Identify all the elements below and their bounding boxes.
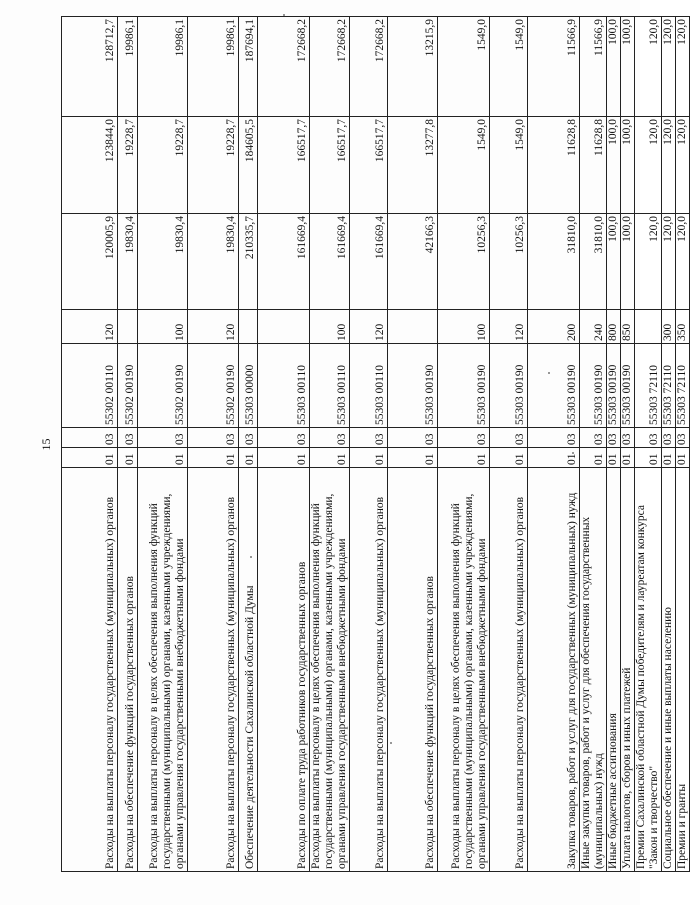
- row-amount-1: 161669,4: [350, 214, 388, 310]
- row-amount-1: 100,0: [621, 214, 635, 310]
- row-section-code: 01: [138, 448, 188, 468]
- table-row: [490, 17, 528, 872]
- row-amount-3: 120,0: [635, 17, 662, 117]
- row-target-article: 55303 00000: [239, 344, 258, 428]
- row-expense-type: 800: [607, 310, 621, 344]
- row-amount-2: 166517,7: [310, 117, 350, 214]
- row-section-code: 01: [662, 448, 676, 468]
- row-description: Расходы на выплаты персоналу государственных (муниципальных) органов: [62, 468, 118, 872]
- row-amount-2: 123844,0: [62, 117, 118, 214]
- row-section-code: 01: [676, 448, 690, 468]
- row-amount-1: 120005,9: [62, 214, 118, 310]
- row-target-article: 55303 00190: [528, 344, 580, 428]
- row-section-code: 01: [490, 448, 528, 468]
- row-target-article: 55303 00190: [621, 344, 635, 428]
- row-subsection-code: 03: [188, 428, 239, 448]
- row-target-article: 55302 00190: [118, 344, 138, 428]
- row-amount-2: 19228,7: [138, 117, 188, 214]
- row-expense-type: 100: [138, 310, 188, 344]
- table-row: [635, 17, 662, 872]
- row-expense-type: 100: [310, 310, 350, 344]
- row-section-code: 01: [239, 448, 258, 468]
- row-description: Премии Сахалинской областной Думы победителям и лауреатам конкурса "Закон и творчество": [635, 468, 662, 872]
- row-expense-type: 850: [621, 310, 635, 344]
- row-description: Закупка товаров, работ и услуг для государственных (муниципальных) нужд: [528, 468, 580, 872]
- row-amount-1: 161669,4: [310, 214, 350, 310]
- row-amount-3: 128712,7: [62, 17, 118, 117]
- row-subsection-code: 03: [676, 428, 690, 448]
- row-target-article: 55303 00110: [310, 344, 350, 428]
- row-description: Расходы на выплаты персоналу в целях обеспечения выполнения функций государственными (муниципальными) органами, казенными учреждениями, органами управления государственными внебюджетными фондами: [438, 468, 490, 872]
- row-subsection-code: 03: [662, 428, 676, 448]
- row-description: Расходы по оплате труда работников государственных органов: [258, 468, 310, 872]
- row-target-article: 55302 00190: [138, 344, 188, 428]
- row-subsection-code: 03: [580, 428, 607, 448]
- row-amount-3: 19986,1: [188, 17, 239, 117]
- row-subsection-code: 03: [138, 428, 188, 448]
- row-target-article: 55303 72110: [676, 344, 690, 428]
- row-expense-type: [388, 310, 438, 344]
- table-row: [607, 17, 621, 872]
- row-expense-type: [118, 310, 138, 344]
- row-subsection-code: 03: [310, 428, 350, 448]
- row-section-code: 01: [118, 448, 138, 468]
- row-section-code: 01: [621, 448, 635, 468]
- row-description: Социальное обеспечение и иные выплаты населению: [662, 468, 676, 872]
- row-section-code: 01: [188, 448, 239, 468]
- row-target-article: 55303 00190: [490, 344, 528, 428]
- table-row: [580, 17, 607, 872]
- row-target-article: 55303 00110: [258, 344, 310, 428]
- row-description: Расходы на выплаты персоналу государственных (муниципальных) органов: [490, 468, 528, 872]
- row-amount-2: 11628,8: [528, 117, 580, 214]
- table-row: [528, 17, 580, 872]
- row-description: Расходы на выплаты персоналу государственных (муниципальных) органов: [188, 468, 239, 872]
- row-description: Расходы на выплаты персоналу в целях обеспечения выполнения функций государственными (муниципальными) органами, казенными учреждениями, органами управления государственными внебюджетными фондами: [138, 468, 188, 872]
- row-subsection-code: 03: [258, 428, 310, 448]
- row-target-article: 55303 00190: [580, 344, 607, 428]
- row-subsection-code: 03: [118, 428, 138, 448]
- row-amount-1: 161669,4: [258, 214, 310, 310]
- row-amount-1: 10256,3: [490, 214, 528, 310]
- row-amount-3: 1549,0: [438, 17, 490, 117]
- row-amount-1: 31810,0: [528, 214, 580, 310]
- row-expense-type: 200: [528, 310, 580, 344]
- row-amount-3: 187694,1: [239, 17, 258, 117]
- row-amount-3: 100,0: [621, 17, 635, 117]
- row-section-code: 01: [607, 448, 621, 468]
- row-section-code: 01: [635, 448, 662, 468]
- row-description: Расходы на обеспечение функций государственных органов: [118, 468, 138, 872]
- row-amount-1: 19830,4: [188, 214, 239, 310]
- row-description: Расходы на выплаты персоналу государственных (муниципальных) органов: [350, 468, 388, 872]
- row-target-article: 55303 72110: [635, 344, 662, 428]
- row-amount-2: 19228,7: [118, 117, 138, 214]
- row-subsection-code: 03: [528, 428, 580, 448]
- table-row: [239, 17, 258, 872]
- row-expense-type: 240: [580, 310, 607, 344]
- row-amount-2: 166517,7: [258, 117, 310, 214]
- row-amount-3: 172668,2: [310, 17, 350, 117]
- row-section-code: 01: [438, 448, 490, 468]
- row-subsection-code: 03: [350, 428, 388, 448]
- row-expense-type: [258, 310, 310, 344]
- table-row: [62, 17, 118, 872]
- table-row: [350, 17, 388, 872]
- page-number: 15: [39, 438, 53, 451]
- row-amount-1: 42166,3: [388, 214, 438, 310]
- row-description: Иные закупки товаров, работ и услуг для обеспечения государственных (муниципальных) нужд: [580, 468, 607, 872]
- row-amount-1: 19830,4: [138, 214, 188, 310]
- row-subsection-code: 03: [438, 428, 490, 448]
- row-subsection-code: 03: [388, 428, 438, 448]
- table-row: [118, 17, 138, 872]
- row-target-article: 55303 72110: [662, 344, 676, 428]
- row-amount-2: 100,0: [621, 117, 635, 214]
- row-description: Расходы на обеспечение функций государственных органов: [388, 468, 438, 872]
- row-expense-type: 120: [62, 310, 118, 344]
- row-amount-3: 13215,9: [388, 17, 438, 117]
- row-amount-3: 120,0: [662, 17, 676, 117]
- row-amount-1: 120,0: [635, 214, 662, 310]
- table-row: [662, 17, 676, 872]
- row-amount-2: 184605,5: [239, 117, 258, 214]
- row-amount-3: 19986,1: [138, 17, 188, 117]
- row-expense-type: [635, 310, 662, 344]
- row-target-article: 55302 00190: [188, 344, 239, 428]
- row-expense-type: 120: [490, 310, 528, 344]
- row-amount-2: 13277,8: [388, 117, 438, 214]
- row-amount-1: 31810,0: [580, 214, 607, 310]
- table-row: [676, 17, 690, 872]
- row-amount-3: 19986,1: [118, 17, 138, 117]
- row-amount-1: 120,0: [662, 214, 676, 310]
- row-amount-3: 1549,0: [490, 17, 528, 117]
- row-target-article: 55303 00190: [607, 344, 621, 428]
- row-description: Премии и гранты: [676, 468, 690, 872]
- row-amount-1: 10256,3: [438, 214, 490, 310]
- scan-speck: [548, 372, 550, 374]
- row-section-code: 01: [62, 448, 118, 468]
- row-subsection-code: 03: [239, 428, 258, 448]
- row-section-code: 01: [350, 448, 388, 468]
- row-target-article: 55302 00110: [62, 344, 118, 428]
- row-target-article: 55303 00110: [350, 344, 388, 428]
- row-amount-1: 100,0: [607, 214, 621, 310]
- row-amount-2: 166517,7: [350, 117, 388, 214]
- table-row: [138, 17, 188, 872]
- row-section-code: 01: [258, 448, 310, 468]
- row-subsection-code: 03: [621, 428, 635, 448]
- row-subsection-code: 03: [490, 428, 528, 448]
- row-expense-type: 100: [438, 310, 490, 344]
- scan-speck: [572, 452, 574, 454]
- table-row: [438, 17, 490, 872]
- row-subsection-code: 03: [635, 428, 662, 448]
- row-amount-3: 172668,2: [350, 17, 388, 117]
- rotated-page-content: [33, 17, 688, 872]
- row-section-code: 01: [388, 448, 438, 468]
- row-description: Иные бюджетные ассигнования: [607, 468, 621, 872]
- row-amount-2: 120,0: [676, 117, 690, 214]
- row-amount-1: 120,0: [676, 214, 690, 310]
- row-amount-3: 100,0: [607, 17, 621, 117]
- scan-speck: [390, 742, 392, 744]
- budget-table: [61, 16, 690, 872]
- row-amount-2: 19228,7: [188, 117, 239, 214]
- row-amount-3: 120,0: [676, 17, 690, 117]
- table-row: [621, 17, 635, 872]
- row-expense-type: 120: [188, 310, 239, 344]
- row-amount-2: 120,0: [662, 117, 676, 214]
- table-body: [62, 17, 690, 872]
- row-section-code: 01: [528, 448, 580, 468]
- row-section-code: 01: [580, 448, 607, 468]
- table-row: [388, 17, 438, 872]
- row-expense-type: 300: [662, 310, 676, 344]
- row-amount-2: 1549,0: [490, 117, 528, 214]
- row-amount-3: 172668,2: [258, 17, 310, 117]
- row-amount-3: 11566,9: [580, 17, 607, 117]
- row-description: Расходы на выплаты персоналу в целях обеспечения выполнения функций государственными (муниципальными) органами, казенными учреждениями, органами управления государственными внебюджетными фондами: [310, 468, 350, 872]
- row-target-article: 55303 00190: [438, 344, 490, 428]
- row-amount-2: 100,0: [607, 117, 621, 214]
- row-expense-type: [239, 310, 258, 344]
- row-subsection-code: 03: [62, 428, 118, 448]
- table-row: [258, 17, 310, 872]
- row-expense-type: 120: [350, 310, 388, 344]
- row-subsection-code: 03: [607, 428, 621, 448]
- row-section-code: 01: [310, 448, 350, 468]
- row-description: Обеспечение деятельности Сахалинской областной Думы: [239, 468, 258, 872]
- row-amount-1: 19830,4: [118, 214, 138, 310]
- row-amount-2: 120,0: [635, 117, 662, 214]
- row-amount-2: 11628,8: [580, 117, 607, 214]
- row-target-article: 55303 00190: [388, 344, 438, 428]
- row-amount-2: 1549,0: [438, 117, 490, 214]
- row-amount-3: 11566,9: [528, 17, 580, 117]
- row-description: Уплата налогов, сборов и иных платежей: [621, 468, 635, 872]
- table-row: [188, 17, 239, 872]
- row-amount-1: 210335,7: [239, 214, 258, 310]
- table-row: [310, 17, 350, 872]
- scan-speck: [250, 556, 252, 558]
- scan-speck: [283, 14, 285, 16]
- row-expense-type: 350: [676, 310, 690, 344]
